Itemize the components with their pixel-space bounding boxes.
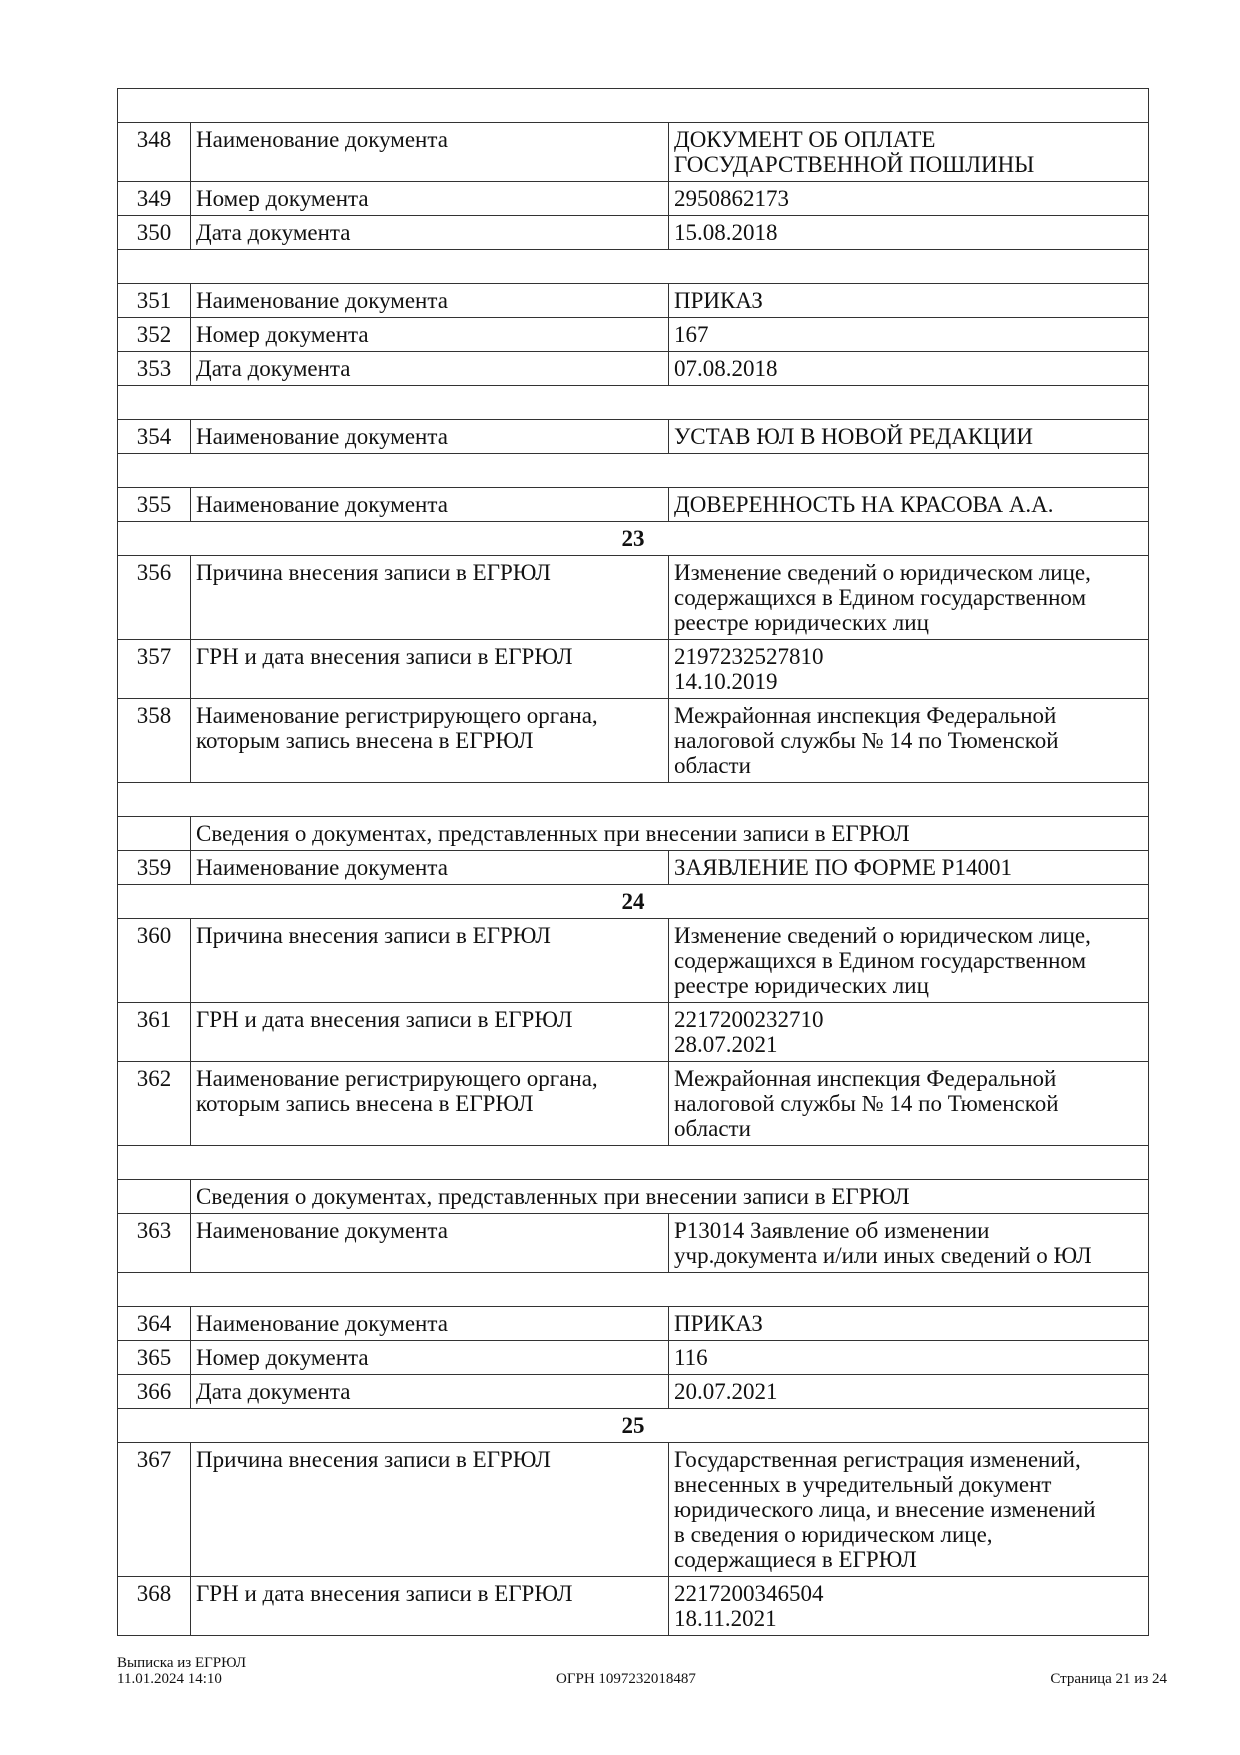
footer-datetime: 11.01.2024 14:10 (117, 1671, 222, 1687)
row-number: 353 (118, 352, 191, 386)
table-row (118, 699, 1149, 783)
row-number: 362 (118, 1062, 191, 1146)
documents-header-row (118, 1180, 1149, 1214)
row-number: 358 (118, 699, 191, 783)
row-number: 355 (118, 488, 191, 522)
section-row (118, 1409, 1149, 1443)
table-row (118, 1443, 1149, 1577)
blank-row (118, 89, 1149, 123)
field-value: Межрайонная инспекция Федеральной налоговой службы № 14 по Тюменской области (669, 699, 1149, 783)
row-number: 364 (118, 1307, 191, 1341)
row-number: 348 (118, 123, 191, 182)
footer-page-number: Страница 21 из 24 (1050, 1671, 1167, 1687)
table-row (118, 556, 1149, 640)
footer-title: Выписка из ЕГРЮЛ (117, 1655, 246, 1671)
field-value: ДОВЕРЕННОСТЬ НА КРАСОВА А.А. (669, 488, 1149, 522)
blank-cell (118, 783, 1149, 817)
table-row (118, 1375, 1149, 1409)
field-label: Дата документа (191, 216, 669, 250)
table-row (118, 420, 1149, 454)
blank-cell (118, 1273, 1149, 1307)
field-label: ГРН и дата внесения записи в ЕГРЮЛ (191, 1577, 669, 1636)
table-row (118, 123, 1149, 182)
table-row (118, 182, 1149, 216)
field-label: Наименование документа (191, 851, 669, 885)
table-row (118, 284, 1149, 318)
table-row (118, 640, 1149, 699)
section-row (118, 522, 1149, 556)
field-value: 2217200232710 28.07.2021 (669, 1003, 1149, 1062)
blank-cell (118, 1146, 1149, 1180)
table-row (118, 919, 1149, 1003)
field-value: 15.08.2018 (669, 216, 1149, 250)
field-value: ПРИКАЗ (669, 1307, 1149, 1341)
blank-cell (118, 250, 1149, 284)
documents-header-row (118, 817, 1149, 851)
field-label: ГРН и дата внесения записи в ЕГРЮЛ (191, 640, 669, 699)
blank-row (118, 454, 1149, 488)
field-label: Наименование регистрирующего органа, которым запись внесена в ЕГРЮЛ (191, 1062, 669, 1146)
blank-row (118, 250, 1149, 284)
field-value: 2950862173 (669, 182, 1149, 216)
row-number: 368 (118, 1577, 191, 1636)
section-row (118, 885, 1149, 919)
documents-header: Сведения о документах, представленных при внесении записи в ЕГРЮЛ (191, 817, 1149, 851)
row-number: 351 (118, 284, 191, 318)
field-label: Наименование документа (191, 1214, 669, 1273)
field-value: Изменение сведений о юридическом лице, содержащихся в Едином государственном реестре юридических лиц (669, 919, 1149, 1003)
table-row (118, 1062, 1149, 1146)
table-row (118, 1003, 1149, 1062)
footer-ogrn: ОГРН 1097232018487 (556, 1671, 696, 1687)
field-label: Дата документа (191, 1375, 669, 1409)
row-number: 359 (118, 851, 191, 885)
blank-cell (118, 89, 1149, 123)
footer-left (117, 1655, 246, 1687)
field-value: Межрайонная инспекция Федеральной налоговой службы № 14 по Тюменской области (669, 1062, 1149, 1146)
field-label: Номер документа (191, 1341, 669, 1375)
field-label: ГРН и дата внесения записи в ЕГРЮЛ (191, 1003, 669, 1062)
field-label: Причина внесения записи в ЕГРЮЛ (191, 1443, 669, 1577)
blank-row (118, 1273, 1149, 1307)
blank-cell (118, 386, 1149, 420)
field-label: Наименование документа (191, 1307, 669, 1341)
row-number: 360 (118, 919, 191, 1003)
blank-cell (118, 454, 1149, 488)
field-label: Номер документа (191, 318, 669, 352)
table-row (118, 1577, 1149, 1636)
table-row (118, 1307, 1149, 1341)
field-value: 116 (669, 1341, 1149, 1375)
field-label: Наименование регистрирующего органа, которым запись внесена в ЕГРЮЛ (191, 699, 669, 783)
field-label: Наименование документа (191, 488, 669, 522)
field-value: 167 (669, 318, 1149, 352)
row-number: 350 (118, 216, 191, 250)
table-row (118, 488, 1149, 522)
section-number: 24 (118, 885, 1149, 919)
row-number: 365 (118, 1341, 191, 1375)
egrul-table (117, 88, 1149, 1636)
section-number: 23 (118, 522, 1149, 556)
row-number: 354 (118, 420, 191, 454)
field-label: Наименование документа (191, 420, 669, 454)
blank-row (118, 783, 1149, 817)
field-label: Причина внесения записи в ЕГРЮЛ (191, 556, 669, 640)
field-value: УСТАВ ЮЛ В НОВОЙ РЕДАКЦИИ (669, 420, 1149, 454)
row-number: 349 (118, 182, 191, 216)
row-number: 357 (118, 640, 191, 699)
field-value: Государственная регистрация изменений, внесенных в учредительный документ юридического лица, и внесение изменений в сведения о юридическом лице, содержащиеся в ЕГРЮЛ (669, 1443, 1149, 1577)
field-value: ПРИКАЗ (669, 284, 1149, 318)
table-row (118, 1214, 1149, 1273)
table-row (118, 851, 1149, 885)
row-number: 352 (118, 318, 191, 352)
documents-header: Сведения о документах, представленных при внесении записи в ЕГРЮЛ (191, 1180, 1149, 1214)
field-label: Дата документа (191, 352, 669, 386)
field-label: Наименование документа (191, 284, 669, 318)
field-value: ЗАЯВЛЕНИЕ ПО ФОРМЕ Р14001 (669, 851, 1149, 885)
empty-cell (118, 817, 191, 851)
field-value: 2197232527810 14.10.2019 (669, 640, 1149, 699)
row-number: 366 (118, 1375, 191, 1409)
field-value: 07.08.2018 (669, 352, 1149, 386)
field-value: ДОКУМЕНТ ОБ ОПЛАТЕ ГОСУДАРСТВЕННОЙ ПОШЛИНЫ (669, 123, 1149, 182)
field-label: Причина внесения записи в ЕГРЮЛ (191, 919, 669, 1003)
field-value: 2217200346504 18.11.2021 (669, 1577, 1149, 1636)
field-value: Р13014 Заявление об изменении учр.документа и/или иных сведений о ЮЛ (669, 1214, 1149, 1273)
row-number: 363 (118, 1214, 191, 1273)
blank-row (118, 386, 1149, 420)
field-label: Номер документа (191, 182, 669, 216)
empty-cell (118, 1180, 191, 1214)
row-number: 361 (118, 1003, 191, 1062)
field-value: Изменение сведений о юридическом лице, содержащихся в Едином государственном реестре юридических лиц (669, 556, 1149, 640)
table-row (118, 318, 1149, 352)
blank-row (118, 1146, 1149, 1180)
field-label: Наименование документа (191, 123, 669, 182)
row-number: 367 (118, 1443, 191, 1577)
section-number: 25 (118, 1409, 1149, 1443)
table-row (118, 352, 1149, 386)
table-row (118, 1341, 1149, 1375)
field-value: 20.07.2021 (669, 1375, 1149, 1409)
table-row (118, 216, 1149, 250)
row-number: 356 (118, 556, 191, 640)
